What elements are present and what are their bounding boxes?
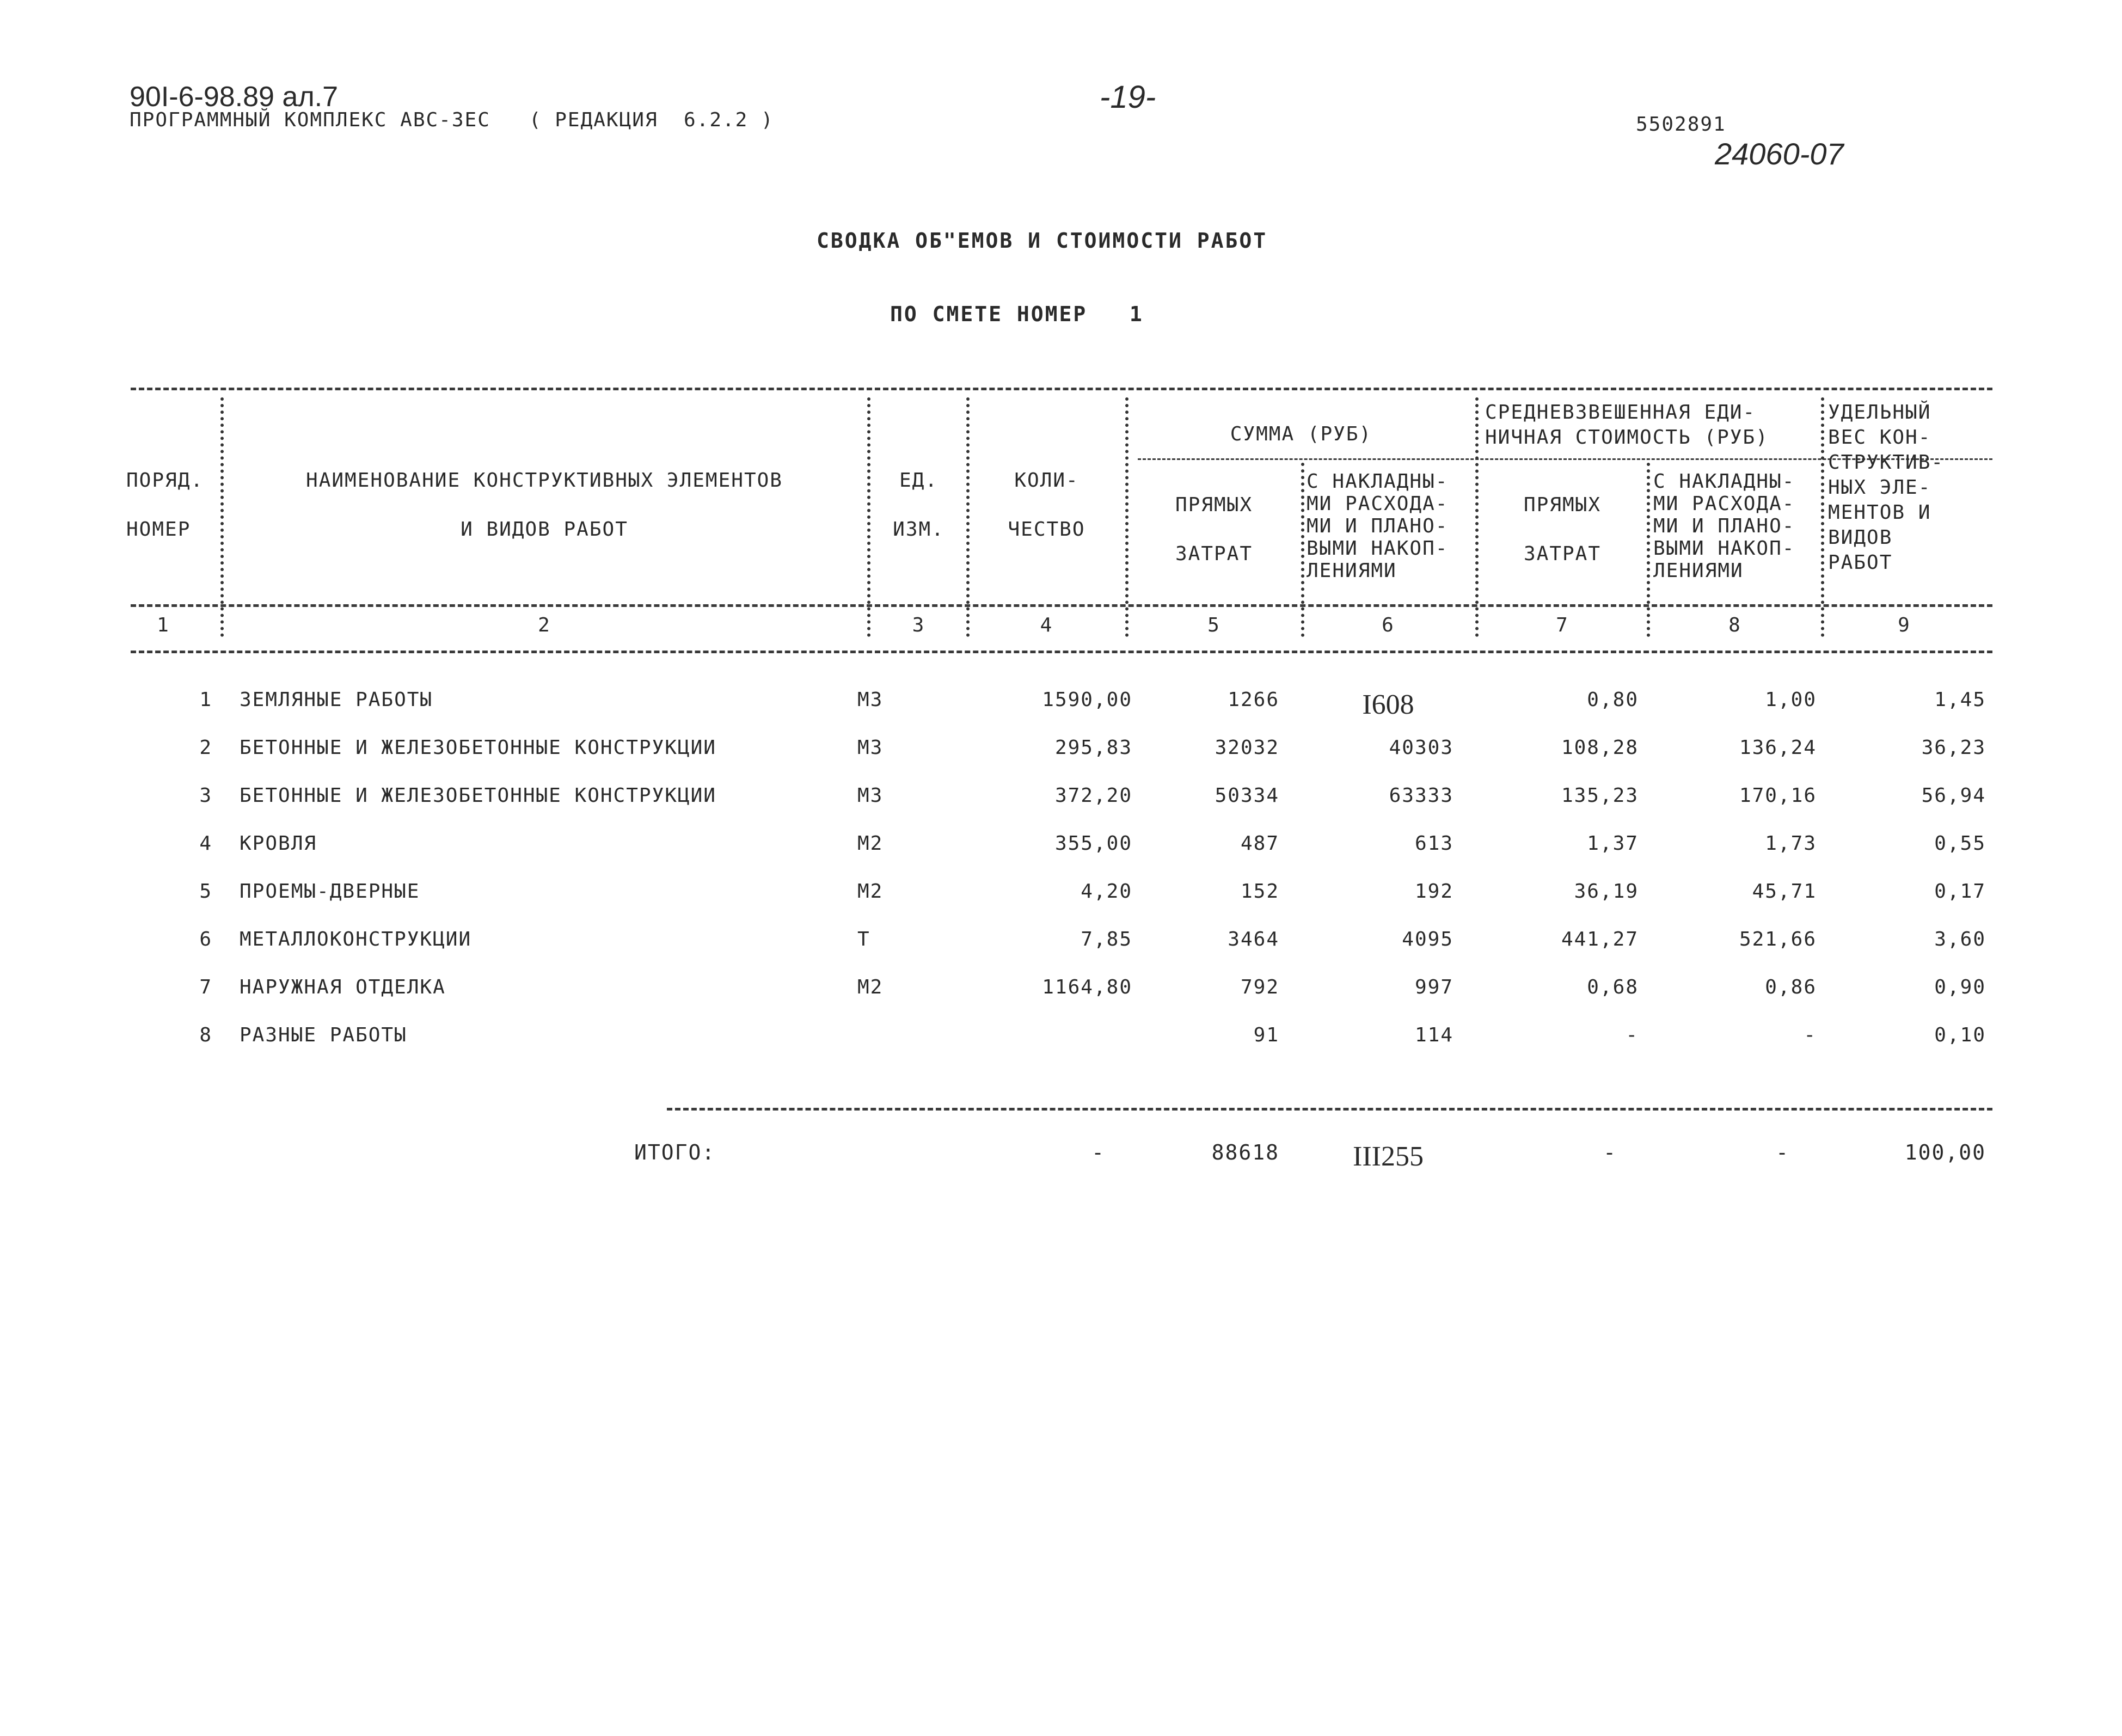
colnum-8: 8 bbox=[1728, 614, 1741, 636]
total-weight: 100,00 bbox=[1904, 1140, 1986, 1164]
total-overhead-cost: III255 bbox=[1353, 1141, 1424, 1172]
row-direct-cost: 487 bbox=[1240, 832, 1279, 855]
total-row bbox=[0, 1140, 2122, 1173]
total-quantity: - bbox=[1091, 1140, 1105, 1164]
row-overhead-cost: 613 bbox=[1414, 832, 1453, 855]
total-avg-overhead: - bbox=[1776, 1140, 1789, 1164]
header-col9-l3: СТРУКТИВ- bbox=[1828, 451, 1945, 474]
col-sep bbox=[220, 397, 224, 637]
row-unit: М2 bbox=[857, 976, 884, 998]
col-sep bbox=[1301, 463, 1304, 637]
row-avg-overhead: 1,73 bbox=[1765, 832, 1817, 855]
row-avg-overhead: 170,16 bbox=[1739, 784, 1817, 807]
document-code: 90I-6-98.89 ал.7 bbox=[130, 81, 339, 113]
header-col8-l4: ВЫМИ НАКОП- bbox=[1653, 537, 1795, 560]
row-unit: М3 bbox=[857, 737, 884, 759]
row-weight: 3,60 bbox=[1934, 928, 1986, 950]
row-number: 1 bbox=[199, 689, 212, 711]
colnum-7: 7 bbox=[1556, 614, 1569, 636]
row-avg-direct: 36,19 bbox=[1574, 880, 1639, 903]
col-sep bbox=[1125, 397, 1129, 637]
column-number-row bbox=[0, 614, 2122, 647]
header-col8-l1: С НАКЛАДНЫ- bbox=[1653, 470, 1795, 493]
document-subtitle: ПО СМЕТЕ НОМЕР 1 bbox=[890, 302, 1144, 326]
table-row bbox=[0, 1024, 2122, 1057]
row-overhead-cost: 997 bbox=[1414, 976, 1453, 998]
row-avg-direct: 135,23 bbox=[1561, 784, 1639, 807]
table-row bbox=[0, 928, 2122, 961]
row-quantity: 4,20 bbox=[1081, 880, 1132, 903]
row-name: БЕТОННЫЕ И ЖЕЛЕЗОБЕТОННЫЕ КОНСТРУКЦИИ bbox=[240, 784, 716, 807]
header-col5-l2: ЗАТРАТ bbox=[1175, 543, 1253, 565]
row-overhead-cost: I608 bbox=[1362, 689, 1414, 720]
row-name: КРОВЛЯ bbox=[240, 832, 317, 855]
row-avg-overhead: 45,71 bbox=[1752, 880, 1817, 903]
header-col5-l1: ПРЯМЫХ bbox=[1175, 494, 1253, 516]
header-col3-l1: ЕД. bbox=[899, 469, 939, 492]
row-name: ЗЕМЛЯНЫЕ РАБОТЫ bbox=[240, 689, 433, 711]
row-unit: М3 bbox=[857, 689, 884, 711]
row-unit: М3 bbox=[857, 784, 884, 807]
header-col6-l1: С НАКЛАДНЫ- bbox=[1307, 470, 1449, 493]
colnum-6: 6 bbox=[1382, 614, 1395, 636]
table-row bbox=[0, 832, 2122, 865]
row-avg-direct: 441,27 bbox=[1561, 928, 1639, 950]
row-direct-cost: 50334 bbox=[1215, 784, 1279, 807]
row-number: 4 bbox=[199, 832, 212, 855]
row-name: РАЗНЫЕ РАБОТЫ bbox=[240, 1024, 407, 1046]
header-avg-group-l1: СРЕДНЕВЗВЕШЕННАЯ ЕДИ- bbox=[1485, 401, 1756, 424]
col-sep bbox=[1647, 463, 1650, 637]
header-col9-l5: МЕНТОВ И bbox=[1828, 501, 1931, 524]
row-weight: 0,17 bbox=[1934, 880, 1986, 903]
header-col2-l2: И ВИДОВ РАБОТ bbox=[461, 518, 628, 541]
row-overhead-cost: 114 bbox=[1414, 1024, 1453, 1046]
row-weight: 0,10 bbox=[1934, 1024, 1986, 1046]
row-avg-overhead: 136,24 bbox=[1739, 737, 1817, 759]
table-row bbox=[0, 976, 2122, 1009]
row-quantity: 372,20 bbox=[1054, 784, 1132, 807]
colnum-3: 3 bbox=[912, 614, 925, 636]
row-number: 7 bbox=[199, 976, 212, 998]
row-overhead-cost: 40303 bbox=[1389, 737, 1453, 759]
row-name: ПРОЕМЫ-ДВЕРНЫЕ bbox=[240, 880, 420, 903]
row-quantity: 1164,80 bbox=[1042, 976, 1132, 998]
row-name: БЕТОННЫЕ И ЖЕЛЕЗОБЕТОННЫЕ КОНСТРУКЦИИ bbox=[240, 737, 716, 759]
table-row bbox=[0, 880, 2122, 913]
row-direct-cost: 3464 bbox=[1228, 928, 1279, 950]
table-row bbox=[0, 784, 2122, 817]
row-avg-direct: 108,28 bbox=[1561, 737, 1639, 759]
row-weight: 36,23 bbox=[1921, 737, 1986, 759]
header-col9-l1: УДЕЛЬНЫЙ bbox=[1828, 401, 1931, 424]
header-avg-group-l2: НИЧНАЯ СТОИМОСТЬ (РУБ) bbox=[1485, 426, 1769, 449]
table-row bbox=[0, 689, 2122, 721]
row-unit: М2 bbox=[857, 832, 884, 855]
handwritten-code: 24060-07 bbox=[1715, 137, 1844, 171]
header-col8-l3: МИ И ПЛАНО- bbox=[1653, 515, 1795, 537]
row-avg-direct: 1,37 bbox=[1587, 832, 1639, 855]
total-avg-direct: - bbox=[1603, 1140, 1617, 1164]
header-col9-l2: ВЕС КОН- bbox=[1828, 426, 1931, 449]
header-bottom-rule bbox=[131, 604, 1992, 607]
total-direct-cost: 88618 bbox=[1211, 1140, 1279, 1164]
row-unit: М2 bbox=[857, 880, 884, 903]
row-direct-cost: 32032 bbox=[1215, 737, 1279, 759]
row-number: 8 bbox=[199, 1024, 212, 1046]
row-overhead-cost: 63333 bbox=[1389, 784, 1453, 807]
table-row bbox=[0, 737, 2122, 769]
row-weight: 0,55 bbox=[1934, 832, 1986, 855]
row-direct-cost: 152 bbox=[1240, 880, 1279, 903]
colnum-2: 2 bbox=[538, 614, 551, 636]
header-col4-l2: ЧЕСТВО bbox=[1008, 518, 1085, 541]
col-sep bbox=[867, 397, 870, 637]
row-quantity: 1590,00 bbox=[1042, 689, 1132, 711]
header-col6-l4: ВЫМИ НАКОП- bbox=[1307, 537, 1449, 560]
total-label: ИТОГО: bbox=[634, 1140, 716, 1164]
row-number: 6 bbox=[199, 928, 212, 950]
row-overhead-cost: 4095 bbox=[1402, 928, 1453, 950]
header-col9-l4: НЫХ ЭЛЕ- bbox=[1828, 476, 1931, 499]
colnum-5: 5 bbox=[1207, 614, 1221, 636]
row-avg-overhead: 0,86 bbox=[1765, 976, 1817, 998]
header-col9-l7: РАБОТ bbox=[1828, 551, 1893, 574]
row-avg-overhead: - bbox=[1804, 1024, 1817, 1046]
header-col8-l5: ЛЕНИЯМИ bbox=[1653, 560, 1744, 582]
row-number: 3 bbox=[199, 784, 212, 807]
table-top-rule bbox=[131, 388, 1992, 390]
col-sep bbox=[966, 397, 970, 637]
document-title: СВОДКА ОБ"ЕМОВ И СТОИМОСТИ РАБОТ bbox=[817, 229, 1268, 253]
row-weight: 56,94 bbox=[1921, 784, 1986, 807]
colnum-1: 1 bbox=[157, 614, 170, 636]
colnum-9: 9 bbox=[1898, 614, 1911, 636]
row-name: МЕТАЛЛОКОНСТРУКЦИИ bbox=[240, 928, 472, 950]
row-name: НАРУЖНАЯ ОТДЕЛКА bbox=[240, 976, 446, 998]
row-quantity: 295,83 bbox=[1054, 737, 1132, 759]
row-direct-cost: 91 bbox=[1253, 1024, 1279, 1046]
col-sep bbox=[1475, 397, 1479, 637]
header-col8-l2: МИ РАСХОДА- bbox=[1653, 493, 1795, 515]
header-col1-l2: НОМЕР bbox=[126, 518, 191, 541]
row-weight: 0,90 bbox=[1934, 976, 1986, 998]
colnum-bottom-rule bbox=[131, 651, 1992, 653]
row-number: 5 bbox=[199, 880, 212, 903]
header-col2-l1: НАИМЕНОВАНИЕ КОНСТРУКТИВНЫХ ЭЛЕМЕНТОВ bbox=[306, 469, 783, 492]
row-number: 2 bbox=[199, 737, 212, 759]
header-col3-l2: ИЗМ. bbox=[893, 518, 945, 541]
header-col4-l1: КОЛИ- bbox=[1014, 469, 1079, 492]
row-quantity: 7,85 bbox=[1081, 928, 1132, 950]
row-quantity: 355,00 bbox=[1054, 832, 1132, 855]
row-avg-direct: 0,68 bbox=[1587, 976, 1639, 998]
program-line: ПРОГРАММНЫЙ КОМПЛЕКС АВС-ЗЕС ( РЕДАКЦИЯ 6.2.2 ) bbox=[130, 109, 774, 131]
header-col6-l3: МИ И ПЛАНО- bbox=[1307, 515, 1449, 537]
row-direct-cost: 1266 bbox=[1228, 689, 1279, 711]
printed-code: 5502891 bbox=[1636, 113, 1726, 136]
header-col9-l6: ВИДОВ bbox=[1828, 526, 1893, 549]
header-col6-l5: ЛЕНИЯМИ bbox=[1307, 560, 1397, 582]
col-sep bbox=[1821, 397, 1824, 637]
header-col1-l1: ПОРЯД. bbox=[126, 469, 204, 492]
header-col7-l2: ЗАТРАТ bbox=[1523, 543, 1602, 565]
header-col6-l2: МИ РАСХОДА- bbox=[1307, 493, 1449, 515]
colnum-4: 4 bbox=[1040, 614, 1053, 636]
header-col7-l1: ПРЯМЫХ bbox=[1523, 494, 1602, 516]
row-avg-overhead: 1,00 bbox=[1765, 689, 1817, 711]
row-overhead-cost: 192 bbox=[1414, 880, 1453, 903]
total-top-rule bbox=[667, 1108, 1992, 1111]
page-number: -19- bbox=[1100, 79, 1156, 115]
row-direct-cost: 792 bbox=[1240, 976, 1279, 998]
row-weight: 1,45 bbox=[1934, 689, 1986, 711]
row-avg-overhead: 521,66 bbox=[1739, 928, 1817, 950]
row-unit: Т bbox=[857, 928, 870, 950]
header-sum-group: СУММА (РУБ) bbox=[1230, 423, 1372, 445]
row-avg-direct: - bbox=[1626, 1024, 1639, 1046]
row-avg-direct: 0,80 bbox=[1587, 689, 1639, 711]
